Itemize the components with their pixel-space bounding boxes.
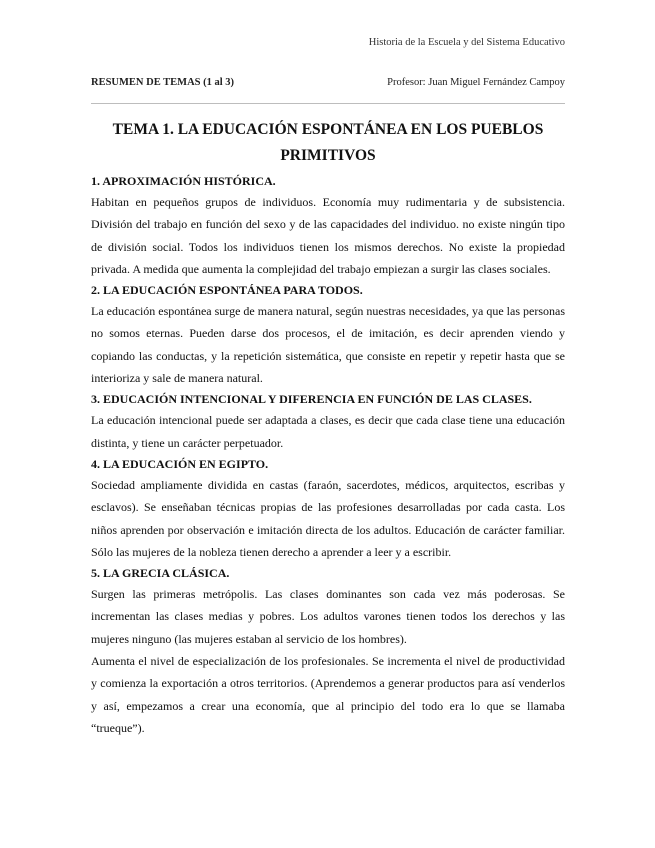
section-paragraph: Surgen las primeras metrópolis. Las clases dominantes son cada vez más poderosas. Se incrementan las clases medias y pobres. Los adultos varones tienen todos los derechos y las mujeres ninguno (las mujeres estaban al servicio de los hombres). (91, 587, 565, 646)
section-heading: 5. LA GRECIA CLÁSICA. (91, 566, 230, 581)
document-course-header: Historia de la Escuela y del Sistema Educativo (368, 37, 565, 48)
section-4 (91, 454, 565, 563)
section-paragraph: La educación intencional puede ser adaptada a clases, es decir que cada clase tiene una educación distinta, y tiene un carácter perpetuador. (91, 413, 565, 450)
summary-label: RESUMEN DE TEMAS (1 al 3) (91, 77, 235, 88)
page-title: TEMA 1. LA EDUCACIÓN ESPONTÁNEA EN LOS PUEBLOS PRIMITIVOS (112, 121, 544, 164)
section-5 (91, 563, 565, 739)
section-3 (91, 389, 565, 454)
section-heading: 4. LA EDUCACIÓN EN EGIPTO. (91, 456, 269, 471)
document-body (91, 117, 565, 739)
section-paragraph: Aumenta el nivel de especialización de los profesionales. Se incrementa el nivel de productividad y comienza la exportación a otros territorios. (Aprendemos a generar productos para así venderlos y así, empezamos a crear una economía, que al principio del todo era lo que se llamaba “trueque”). (91, 654, 565, 735)
section-heading: 1. APROXIMACIÓN HISTÓRICA. (91, 174, 276, 188)
section-heading: 2. LA EDUCACIÓN ESPONTÁNEA PARA TODOS. (91, 283, 363, 298)
section-paragraph: Sociedad ampliamente dividida en castas (faraón, sacerdotes, médicos, arquitectos, escribas y esclavos). Se enseñaban técnicas propias de las profesiones desarrolladas por cada casta. Los niños aprenden por observación e imitación directa de los adultos. Educación de carácter familiar. Sólo las mujeres de la nobleza tienen derecho a aprender a leer y a escribir. (91, 477, 565, 559)
document-subheader (91, 77, 565, 88)
section-2 (91, 280, 565, 389)
section-1 (91, 171, 565, 280)
section-paragraph: La educación espontánea surge de manera natural, según nuestras necesidades, ya que las personas no somos eternas. Pueden darse dos procesos, el de imitación, es decir aprenden viendo y copiando las conductas, y la repetición sistemática, que consiste en repetir y repetir hasta que se interioriza y sale de manera natural. (91, 304, 565, 386)
section-heading: 3. EDUCACIÓN INTENCIONAL Y DIFERENCIA EN FUNCIÓN DE LAS CLASES. (91, 392, 532, 407)
section-paragraph: Habitan en pequeños grupos de individuos. Economía muy rudimentaria y de subsistencia. División del trabajo en función del sexo y de las capacidades del individuo. no existe ningún tipo de división social. Todos los individuos tienen los mismos derechos. No existe la propiedad privada. A medida que aumenta la complejidad del trabajo empiezan a surgir las clases sociales. (91, 195, 565, 276)
header-divider (91, 103, 565, 104)
professor-name: Profesor: Juan Miguel Fernández Campoy (387, 77, 565, 88)
